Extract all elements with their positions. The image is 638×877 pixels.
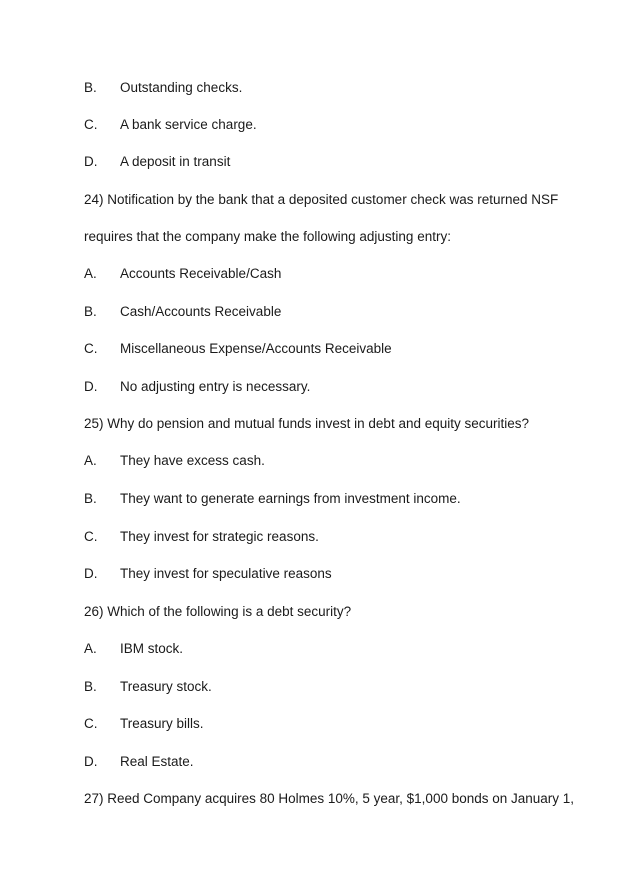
option-text: They invest for speculative reasons bbox=[120, 566, 332, 581]
option-letter: C. bbox=[84, 529, 98, 544]
option-letter: C. bbox=[84, 117, 98, 132]
option-text: A bank service charge. bbox=[120, 117, 257, 132]
question-line: requires that the company make the following adjusting entry: bbox=[84, 229, 451, 244]
option-line bbox=[84, 754, 194, 770]
question-line: 25) Why do pension and mutual funds invest in debt and equity securities? bbox=[84, 416, 530, 431]
option-text: Outstanding checks. bbox=[120, 80, 243, 95]
option-line bbox=[84, 379, 310, 395]
option-line bbox=[84, 641, 183, 657]
option-letter: B. bbox=[84, 304, 97, 319]
option-text: Cash/Accounts Receivable bbox=[120, 304, 282, 319]
option-text: Treasury stock. bbox=[120, 679, 212, 694]
option-line bbox=[84, 529, 319, 545]
option-line bbox=[84, 716, 204, 732]
option-line bbox=[84, 80, 242, 96]
option-line bbox=[84, 304, 281, 320]
option-line bbox=[84, 341, 392, 357]
option-letter: D. bbox=[84, 754, 98, 769]
question-line: 26) Which of the following is a debt security? bbox=[84, 604, 352, 619]
option-letter: D. bbox=[84, 154, 98, 169]
option-text: Miscellaneous Expense/Accounts Receivable bbox=[120, 341, 392, 356]
option-text: IBM stock. bbox=[120, 641, 184, 656]
option-letter: A. bbox=[84, 453, 97, 468]
option-text: Treasury bills. bbox=[120, 716, 204, 731]
option-line bbox=[84, 566, 332, 582]
option-text: They want to generate earnings from investment income. bbox=[120, 491, 461, 506]
question-line: 27) Reed Company acquires 80 Holmes 10%, 5 year, $1,000 bonds on January 1, bbox=[84, 791, 575, 806]
option-line bbox=[84, 266, 281, 282]
option-line bbox=[84, 453, 265, 469]
option-letter: A. bbox=[84, 266, 97, 281]
option-text: Real Estate. bbox=[120, 754, 194, 769]
option-text: They have excess cash. bbox=[120, 453, 265, 468]
option-letter: B. bbox=[84, 80, 97, 95]
option-letter: C. bbox=[84, 341, 98, 356]
option-text: Accounts Receivable/Cash bbox=[120, 266, 282, 281]
option-letter: C. bbox=[84, 716, 98, 731]
option-text: No adjusting entry is necessary. bbox=[120, 379, 311, 394]
option-letter: D. bbox=[84, 566, 98, 581]
option-text: They invest for strategic reasons. bbox=[120, 529, 319, 544]
option-line bbox=[84, 679, 212, 695]
option-line bbox=[84, 154, 230, 170]
option-line bbox=[84, 117, 257, 133]
option-letter: B. bbox=[84, 679, 97, 694]
option-text: A deposit in transit bbox=[120, 154, 231, 169]
option-letter: A. bbox=[84, 641, 97, 656]
option-letter: D. bbox=[84, 379, 98, 394]
option-letter: B. bbox=[84, 491, 97, 506]
option-line bbox=[84, 491, 461, 507]
question-line: 24) Notification by the bank that a deposited customer check was returned NSF bbox=[84, 192, 559, 207]
